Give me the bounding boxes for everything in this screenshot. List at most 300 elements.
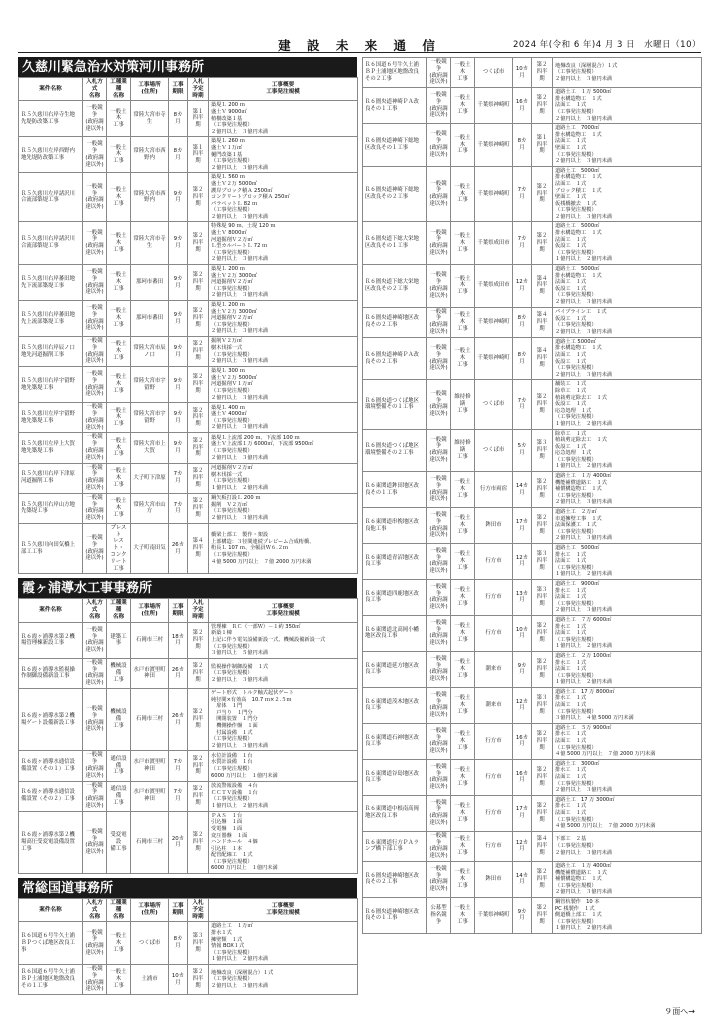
table-row [19, 811, 358, 873]
cell-timing: 第２ 四半期 [188, 965, 209, 995]
cell-timing: 第２ 四半期 [188, 751, 209, 781]
cell-name: Ｒ６霞ヶ浦導水監視操作制御設備新設工事 [19, 658, 83, 688]
cell-period: 9カ月 [513, 651, 532, 687]
cell-method: 一般競争 (政府調 達以外) [83, 922, 107, 965]
cell-timing: 第２ 四半期 [188, 336, 209, 366]
cell-method: 一般競争 (政府調 達以外) [427, 88, 451, 124]
project-table [18, 898, 358, 995]
cell-summary: 水位計設備 １台 水質計設備 １台 （工事発注規模） 6000 万円以上 １億円未満 [209, 751, 358, 781]
cell-type: 一般土木 工事 [451, 307, 475, 337]
cell-period: 16カ月 [513, 723, 532, 759]
cell-timing: 第４ 四半期 [532, 337, 553, 380]
cell-timing: 第１ 四半期 [188, 101, 209, 137]
cell-place: 水戸市渡里町 神田 [131, 658, 169, 688]
cell-summary: 築堤Ｌ 200 ｍ 盛土Ｖ２万 3000㎥ 河道掘削Ｖ２万㎥ （工事発注規模） ２億円以上 ３億円未満 [209, 301, 358, 337]
column-header: 工事期限 [169, 599, 188, 622]
cell-summary: 築堤Ｌ 200 ｍ 盛土Ｖ 9000㎥ 植樹改築１基 （工事発注規模） ２億円以上 ３億円未満 [209, 101, 358, 137]
cell-period: 8カ月 [513, 307, 532, 337]
cell-summary: 地盤改良（深層混合）１式 （工事発注規模） ２億円以上 ３億円未満 [209, 965, 358, 995]
cell-period: 9カ月 [169, 265, 188, 301]
masthead [18, 0, 701, 53]
cell-period: 9カ月 [169, 336, 188, 366]
cell-summary: 鋼矢板打設Ｌ 200 ｍ 掘削 Ｖ２万㎥ （工事発注規模） ２億円以上 ３億円未満 [209, 493, 358, 523]
cell-type: 一般土木 工事 [451, 579, 475, 615]
cell-timing: 第２ 四半期 [532, 861, 553, 897]
cell-method: 一般競争 (政府調 達以外) [83, 965, 107, 995]
cell-summary: 築堤Ｌ上流部 200 ｍ、下流部 100 ｍ 盛土Ｖ上流部１万 6000㎥、下流部 9500㎥ （工事発注規模） ２億円以上 ３億円未満 [209, 433, 358, 463]
cell-name: Ｒ６東関道北高岡小幡地区改良工事 [363, 615, 427, 651]
project-table [18, 77, 358, 574]
table-row [19, 433, 358, 463]
cell-period: 12カ月 [513, 265, 532, 308]
cell-place: 鉾田市 [475, 861, 513, 897]
cell-method: 一般競争 (政府調 達以外) [427, 380, 451, 429]
cell-place: 千葉県成田市 [475, 222, 513, 265]
column-header: 工種業種 名称 [107, 78, 131, 101]
cell-place: 行方市 [475, 723, 513, 759]
cell-type: 一般土木 工事 [451, 897, 475, 933]
cell-type: 一般土木 工事 [451, 544, 475, 580]
cell-period: 14カ月 [513, 861, 532, 897]
cell-period: 7カ月 [169, 493, 188, 523]
cell-method: 一般競争 (政府調 達以外) [83, 222, 107, 265]
cell-name: Ｒ５久慈川右岸蕃田地先下流部築堤工事 [19, 265, 83, 301]
cell-period: 8カ月 [169, 137, 188, 173]
cell-name: Ｒ６東関道行方ＰＡランプ橋下部工事 [363, 831, 427, 861]
cell-name: Ｒ６霞ヶ浦導水第２機場ゲート設備新設工事 [19, 689, 83, 751]
cell-name: Ｒ６東関道茂木地区改良工事 [363, 687, 427, 723]
table-row [19, 493, 358, 523]
cell-method: 一般競争 (政府調 達以外) [427, 337, 451, 380]
cell-summary: 道路土工 5000㎥ 排水工 １式 法面工 １式 （工事発注規模） １億円以上 ２億円未満 [553, 544, 702, 580]
cell-summary: 道路土工 １万 4000㎥ 機能補償道路工 １式 補償構造物工 １式 （工事発注規模） ２億円以上 ３億円未満 [553, 472, 702, 508]
cell-type: 一般土木 工事 [107, 336, 131, 366]
cell-name: Ｒ５久慈川左岸諸沢川合流部築堤工事 [19, 173, 83, 222]
cell-summary: 築堤Ｌ 400 ｍ 盛土Ｖ 4000㎥ （工事発注規模） ２億円以上 ３億円未満 [209, 403, 358, 433]
cell-place: つくば市 [475, 429, 513, 472]
cell-type: 機械設備 工事 [107, 658, 131, 688]
cell-timing: 第２ 四半期 [532, 58, 553, 88]
column-header: 工事概要 工事発注規模 [209, 599, 358, 622]
cell-summary: 監視操作制御設備 １式 （工事発注規模） ２億円以上 ３億円未満 [209, 658, 358, 688]
table-row [19, 403, 358, 433]
table-header-row [19, 78, 358, 101]
cell-name: Ｒ６圏央道神崎ＰＡ改良その２工事 [363, 337, 427, 380]
cell-summary: 道路土工 １万 4000㎥ 機能補償道路工 １式 補償構造物工 １式 （工事発注規模） ２億円以上 ３億円未満 [553, 861, 702, 897]
cell-method: 一般競争 (政府調 達以外) [427, 723, 451, 759]
cell-summary: 道路土工 ２万 1000㎥ 排水工 １式 法面工 １式 （工事発注規模） １億円以上 ２億円未満 [553, 651, 702, 687]
cell-period: 7カ月 [169, 751, 188, 781]
cell-timing: 第２ 四半期 [188, 811, 209, 873]
cell-period: 8カ月 [169, 922, 188, 965]
cell-place: 鉾田市 [475, 508, 513, 544]
cell-timing: 第２ 四半期 [188, 433, 209, 463]
cell-period: 9カ月 [169, 433, 188, 463]
table-row [19, 101, 358, 137]
cell-type: 一般土木 工事 [451, 166, 475, 222]
project-table [18, 598, 358, 874]
cell-name: Ｒ６圏央道下総大栄地区改良その２工事 [363, 265, 427, 308]
cell-method: 一般競争 (政府調 達以外) [83, 689, 107, 751]
table-row [363, 723, 702, 759]
cell-timing: 第４ 四半期 [532, 265, 553, 308]
cell-summary: 道路土工 5000㎥ 排水構造物工 １式 法面工 １式 ブロック積工 １式 壁面工 １式 仮桟橋撤去 １式 （工事発注規模） ２億円以上 ３億円未満 [553, 166, 702, 222]
table-row [363, 429, 702, 472]
cell-summary: 道路土工 3000㎥ 排水工 １式 法面工 １式 （工事発注規模） ２億円以上 ３億円未満 [553, 759, 702, 795]
cell-name: Ｒ６圏央道神崎地区改良その１工事 [363, 897, 427, 933]
cell-timing: 第２ 四半期 [532, 897, 553, 933]
cell-timing: 第２ 四半期 [188, 173, 209, 222]
column-header: 工事場所 (住所) [131, 599, 169, 622]
cell-place: つくば市 [475, 58, 513, 88]
cell-period: 5カ月 [513, 429, 532, 472]
column-header: 入札方式 名称 [83, 899, 107, 922]
cell-place: 石岡市三村 [131, 689, 169, 751]
cell-timing: 第２ 四半期 [532, 795, 553, 831]
cell-period: 12カ月 [513, 544, 532, 580]
cell-type: 受変電設 備工事 [107, 811, 131, 873]
cell-method: 一般競争 (政府調 達以外) [427, 687, 451, 723]
cell-name: Ｒ５久慈川右岸辰ノ口地先河道掘削工事 [19, 336, 83, 366]
cell-method: 一般競争 (政府調 達以外) [83, 463, 107, 493]
cell-timing: 第２ 四半期 [532, 166, 553, 222]
cell-summary: 道路土工 5000㎥ 排水構造物工 １式 法面工 １式 仮設工 １式 （工事発注規模） １億円以上 ２億円未満 [553, 222, 702, 265]
cell-type: 一般土木 工事 [107, 493, 131, 523]
cell-method: 一般競争 (政府調 達以外) [83, 493, 107, 523]
cell-period: 10カ月 [513, 58, 532, 88]
cell-timing: 第２ 四半期 [532, 88, 553, 124]
cell-summary: 道路土工 17 万 8000㎥ 排水工 １式 法面工 １式 （工事発注規模） ３億円以上 ４億 5000 万円未満 [553, 687, 702, 723]
cell-name: Ｒ５久慈川左岸宇留野地先築堤工事 [19, 403, 83, 433]
cell-type: 維持修繕 工事 [451, 429, 475, 472]
cell-type: 一般土木 工事 [107, 922, 131, 965]
table-row [363, 58, 702, 88]
cell-place: 千葉県神崎町 [475, 124, 513, 167]
cell-timing: 第２ 四半期 [188, 689, 209, 751]
cell-period: 26カ月 [169, 523, 188, 574]
cell-type: 一般土木 工事 [451, 222, 475, 265]
cell-place: 常陸大宮市西 野内 [131, 137, 169, 173]
cell-timing: 第２ 四半期 [532, 759, 553, 795]
cell-place: 石岡市三村 [131, 622, 169, 658]
cell-type: 一般土木 工事 [451, 687, 475, 723]
cell-method: 一般競争 (政府調 達以外) [427, 759, 451, 795]
cell-summary: 築堤Ｌ 300 ｍ 盛土Ｖ２万 5000㎥ 河道掘削Ｖ１万㎥ （工事発注規模） ２億円以上 ３億円未満 [209, 367, 358, 403]
cell-method: 一般競争 (政府調 達以外) [427, 166, 451, 222]
cell-place: 潮来市 [475, 651, 513, 687]
table-header-row [19, 599, 358, 622]
cell-place: 行方市 [475, 579, 513, 615]
cell-type: 一般土木 工事 [107, 101, 131, 137]
cell-type: 建築工事 [107, 622, 131, 658]
cell-timing: 第３ 四半期 [532, 544, 553, 580]
cell-name: Ｒ６圏央道神崎ＰＡ改良その１工事 [363, 88, 427, 124]
cell-method: 一般競争 (政府調 達以外) [427, 544, 451, 580]
cell-summary: 河道掘削Ｖ２万㎥ 樹木伐採一式 （工事発注規模） １億円以上 ２億円未満 [209, 463, 358, 493]
table-row [363, 124, 702, 167]
cell-place: 常陸大宮市寺 生 [131, 101, 169, 137]
cell-name: Ｒ５久慈川右岸山方地先築堤工事 [19, 493, 83, 523]
cell-type: 一般土木 工事 [107, 265, 131, 301]
cell-place: 常陸大宮市西 野内 [131, 173, 169, 222]
cell-method: 一般競争 (政府調 達以外) [427, 222, 451, 265]
cell-method: 一般競争 (政府調 達以外) [427, 58, 451, 88]
cell-type: 一般土木 工事 [107, 173, 131, 222]
column-header: 工事概要 工事発注規模 [209, 78, 358, 101]
cell-place: つくば市 [475, 380, 513, 429]
cell-name: Ｒ５久慈川向田気橋上部工工事 [19, 523, 83, 574]
table-row [363, 544, 702, 580]
cell-type: 通信設備 工事 [107, 781, 131, 811]
table-row [19, 622, 358, 658]
column-header: 入札方式 名称 [83, 78, 107, 101]
cell-summary: ゲート形式 トルク軸式起伏ゲート 純径間×有効高 10.7 ｍ×２.５ｍ 扉体 １門 戸当り １門分 開閉装置 １門分 機側操作盤 １面 付属設備 １式 （工事発注規模） ２億円以上 ３億円未満 [209, 689, 358, 751]
column-header: 工事概要 工事発注規模 [209, 899, 358, 922]
cell-timing: 第２ 四半期 [188, 265, 209, 301]
cell-timing: 第２ 四半期 [532, 615, 553, 651]
cell-period: 14カ月 [513, 472, 532, 508]
cell-method: 一般競争 (政府調 達以外) [83, 265, 107, 301]
cell-place: 行方市 [475, 544, 513, 580]
cell-method: 一般競争 (政府調 達以外) [427, 579, 451, 615]
cell-summary: 道路土工 ７万 6000㎥ 排水工 １式 法面工 １式 （工事発注規模） １億円以上 ２億円未満 [553, 615, 702, 651]
cell-name: Ｒ６圏央道神崎地区改良その２工事 [363, 861, 427, 897]
cell-type: 一般土木 工事 [451, 472, 475, 508]
cell-summary: 管理棟 ＲＣ（一部Ｗ）－１約 350㎡ 新築１棟 上記に伴う電気設備新設一式、機械設備新設一式 （工事発注規模） ３億円以上 ５億円未満 [209, 622, 358, 658]
masthead-date: 2024 年(令和 6 年)4 月 3 日 水曜日（10） [512, 40, 701, 50]
cell-name: Ｒ６圏央道下総大栄地区改良その１工事 [363, 222, 427, 265]
cell-timing: 第２ 四半期 [532, 651, 553, 687]
section-title: 霞ヶ浦導水工事事務所 [18, 578, 357, 598]
cell-period: 7カ月 [169, 463, 188, 493]
cell-name: Ｒ６東関道中根南高岡地区改良工事 [363, 795, 427, 831]
cell-name: Ｒ５久慈川右岸蕃田地先上流部築堤工事 [19, 301, 83, 337]
cell-period: 10カ月 [169, 965, 188, 995]
column-header: 工事場所 (住所) [131, 78, 169, 101]
cell-method: 一般競争 (政府調 達以外) [83, 811, 107, 873]
cell-period: 12カ月 [513, 687, 532, 723]
cell-method: 一般競争 (政府調 達以外) [427, 861, 451, 897]
table-row [363, 88, 702, 124]
cell-type: 一般土木 工事 [451, 337, 475, 380]
cell-type: 一般土木 工事 [107, 222, 131, 265]
cell-method: 一般競争 (政府調 達以外) [83, 173, 107, 222]
cell-timing: 第２ 四半期 [188, 301, 209, 337]
cell-type: 一般土木 工事 [451, 58, 475, 88]
cell-period: 8カ月 [513, 124, 532, 167]
table-row [19, 137, 358, 173]
cell-method: 一般競争 (政府調 達以外) [83, 336, 107, 366]
table-row [19, 689, 358, 751]
cell-period: 7カ月 [513, 222, 532, 265]
column-header: 案件名称 [19, 78, 83, 101]
cell-timing: 第３ 四半期 [532, 579, 553, 615]
cell-summary: 道路土工 ５万 9000㎥ 排水工 １式 法面工 １式 （工事発注規模） ４億 5000 万円以上 ７億 2000 万円未満 [553, 723, 702, 759]
cell-name: Ｒ５久慈川左岸西野内地先堤防改築工事 [19, 137, 83, 173]
cell-timing: 第３ 四半期 [532, 687, 553, 723]
cell-name: Ｒ６霞ヶ浦導水通信設備設置（その１）工事 [19, 751, 83, 781]
cell-place: 行方市 [475, 831, 513, 861]
cell-name: Ｒ５久慈川右岸諸沢川合流部築堤工事 [19, 222, 83, 265]
left-column [18, 57, 357, 995]
cell-summary: 道路土工 17 万 3000㎥ 排水工 １式 法面工 １式 （工事発注規模） ４億 5000 万円以上 ７億 2000 万円未満 [553, 795, 702, 831]
cell-period: 16カ月 [513, 759, 532, 795]
cell-timing: 第２ 四半期 [532, 508, 553, 544]
cell-name: Ｒ６圏央道つくば地区環境整備その２工事 [363, 429, 427, 472]
cell-timing: 第２ 四半期 [532, 222, 553, 265]
cell-method: 一般競争 (政府調 達以外) [83, 301, 107, 337]
cell-period: 8カ月 [513, 337, 532, 380]
column-header: 入札予定 時期 [188, 899, 209, 922]
cell-period: 9カ月 [169, 301, 188, 337]
cell-type: 一般土木 工事 [451, 795, 475, 831]
cell-type: 一般土木 工事 [451, 651, 475, 687]
cell-timing: 第４ 四半期 [188, 523, 209, 574]
cell-place: 那珂市蕃田 [131, 301, 169, 337]
cell-name: Ｒ６東関道青沼地区改良工事 [363, 544, 427, 580]
cell-type: 一般土木 工事 [107, 137, 131, 173]
cell-place: 行方市 [475, 615, 513, 651]
cell-method: 一般競争 (政府調 達以外) [83, 622, 107, 658]
cell-method: 公募型 指名競争 [427, 897, 451, 933]
table-row [363, 472, 702, 508]
table-row [363, 759, 702, 795]
cell-place: 行方市両宿 [475, 472, 513, 508]
cell-name: Ｒ６圏央道神崎下総地区改良その２工事 [363, 166, 427, 222]
cell-period: 26カ月 [169, 689, 188, 751]
cell-timing: 第３ 四半期 [188, 922, 209, 965]
table-row [19, 658, 358, 688]
cell-period: 17カ月 [513, 508, 532, 544]
cell-name: Ｒ６東関道串挽地区改良他工事 [363, 508, 427, 544]
cell-period: 13カ月 [513, 579, 532, 615]
cell-type: 一般土木 工事 [107, 367, 131, 403]
cell-summary: 道路土工 5000㎥ 排水構造物工 １式 法面工 １式 仮設工 １式 （工事発注規模） ２億円以上 ３億円未満 [553, 265, 702, 308]
table-row [363, 795, 702, 831]
cell-method: 一般競争 (政府調 達以外) [83, 781, 107, 811]
table-row [19, 336, 358, 366]
table-row [363, 651, 702, 687]
cell-type: プレスト レスト・ コンク リート 工事 [107, 523, 131, 574]
table-row [363, 222, 702, 265]
cell-place: つくば市 [131, 922, 169, 965]
cell-place: 行方市 [475, 795, 513, 831]
cell-place: 常陸大宮市上 大賀 [131, 433, 169, 463]
table-row [19, 922, 358, 965]
cell-timing: 第４ 四半期 [532, 831, 553, 861]
cell-period: 10カ月 [513, 615, 532, 651]
cell-summary: 道路土工 １万㎥ 排水１式 擁壁類 １式 情報 BOX１式 （工事発注規模） １億円以上 ２億円未満 [209, 922, 358, 965]
table-row [363, 337, 702, 380]
cell-name: Ｒ６東関道四鹿地区改良工事 [363, 579, 427, 615]
cell-place: 千葉県成田市 [475, 265, 513, 308]
section-title: 久慈川緊急治水対策河川事務所 [18, 57, 357, 77]
cell-name: Ｒ６東関道石神地区改良工事 [363, 723, 427, 759]
cell-type: 一般土木 工事 [451, 831, 475, 861]
cell-place: 常陸大宮市宇 留野 [131, 367, 169, 403]
cell-method: 一般競争 (政府調 達以外) [427, 265, 451, 308]
cell-summary: 築堤Ｌ 200 ｍ 盛土Ｖ２万 3000㎥ 河道掘削Ｖ２万㎥ （工事発注規模） ２億円以上 ３億円未満 [209, 265, 358, 301]
cell-place: 常陸大宮市辰 ノ口 [131, 336, 169, 366]
cell-period: 7カ月 [513, 166, 532, 222]
cell-summary: 掘削Ｖ２万㎥ 樹木伐採一式 （工事発注規模） ２億円以上 ３億円未満 [209, 336, 358, 366]
cell-summary: 鋼管杭製作 10 本 PC 桟製作 １式 側道橋上部工 １式 （工事発注規模） １億円以上 ２億円未満 [553, 897, 702, 933]
cell-type: 一般土木 工事 [451, 124, 475, 167]
cell-period: 8カ月 [169, 101, 188, 137]
cell-name: Ｒ５久慈川右岸下津原河道掘削工事 [19, 463, 83, 493]
continued-note: ９面へ→ [664, 1007, 695, 1016]
table-row [363, 166, 702, 222]
cell-name: Ｒ６圏央道神崎下総地区改良その１工事 [363, 124, 427, 167]
cell-timing: 第２ 四半期 [188, 781, 209, 811]
cell-summary: 道路土工 7000㎥ 排水構造物工 １式 法面工 １式 壁面工 １式 （工事発注規模） ２億円以上 ３億円未満 [553, 124, 702, 167]
cell-name: Ｒ５久慈川右岸宇留野地先築堤工事 [19, 367, 83, 403]
cell-place: 石岡市三村 [131, 811, 169, 873]
table-row [19, 367, 358, 403]
cell-period: 16カ月 [513, 88, 532, 124]
cell-place: 大子町下津原 [131, 463, 169, 493]
table-row [19, 751, 358, 781]
table-row [363, 380, 702, 429]
column-header: 入札予定 時期 [188, 78, 209, 101]
cell-method: 一般競争 (政府調 達以外) [427, 651, 451, 687]
cell-place: 水戸市渡里町 神田 [131, 751, 169, 781]
table-row [19, 965, 358, 995]
cell-place: 那珂市蕃田 [131, 265, 169, 301]
cell-type: 一般土木 工事 [451, 861, 475, 897]
section-title: 常総国道事務所 [18, 878, 357, 898]
cell-name: Ｒ５久慈川左岸上大賀地先築堤工事 [19, 433, 83, 463]
cell-summary: 放流警報設備 ４台 ＣＣＴＶ設備 １台 （工事発注規模） １億円以上 ２億円未満 [209, 781, 358, 811]
table-row [363, 579, 702, 615]
cell-name: Ｒ６霞ヶ浦導水通信設備設置（その２）工事 [19, 781, 83, 811]
cell-name: Ｒ６国道６号牛久土浦ＢＰ土浦地区地盤改良その１工事 [19, 965, 83, 995]
column-header: 工種業種 名称 [107, 599, 131, 622]
cell-method: 一般競争 (政府調 達以外) [427, 307, 451, 337]
table-row [363, 897, 702, 933]
column-header: 入札方式 名称 [83, 599, 107, 622]
cell-type: 一般土木 工事 [107, 403, 131, 433]
cell-place: 水戸市渡里町 神田 [131, 781, 169, 811]
cell-place: 土浦市 [131, 965, 169, 995]
cell-method: 一般競争 (政府調 達以外) [427, 472, 451, 508]
cell-method: 一般競争 (政府調 達以外) [83, 658, 107, 688]
cell-method: 一般競争 (政府調 達以外) [427, 508, 451, 544]
cell-method: 一般競争 (政府調 達以外) [427, 615, 451, 651]
cell-method: 一般競争 (政府調 達以外) [83, 751, 107, 781]
cell-place: 千葉県神崎町 [475, 307, 513, 337]
cell-place: 常陸大宮市山 方 [131, 493, 169, 523]
cell-type: 一般土木 工事 [451, 723, 475, 759]
cell-place: 常陸大宮市寺 生 [131, 222, 169, 265]
cell-type: 一般土木 工事 [107, 433, 131, 463]
table-row [363, 831, 702, 861]
cell-timing: 第２ 四半期 [188, 222, 209, 265]
cell-method: 一般競争 (政府調 達以外) [83, 403, 107, 433]
cell-period: 7カ月 [169, 781, 188, 811]
cell-place: 常陸大宮市宇 留野 [131, 403, 169, 433]
cell-period: 9カ月 [513, 897, 532, 933]
cell-name: Ｒ５久慈川右岸寺生地先堤防改築工事 [19, 101, 83, 137]
cell-timing: 第２ 四半期 [532, 723, 553, 759]
table-row [19, 301, 358, 337]
table-header-row [19, 899, 358, 922]
cell-timing: 第１ 四半期 [188, 137, 209, 173]
column-header: 工事場所 (住所) [131, 899, 169, 922]
cell-summary: 除草工 １式 植栽剪定除去工 １式 仮設工 １式 応急処理 １式 （工事発注規模） １億円以上 ２億円未満 [553, 429, 702, 472]
cell-method: 一般競争 (政府調 達以外) [83, 367, 107, 403]
table-row [19, 265, 358, 301]
